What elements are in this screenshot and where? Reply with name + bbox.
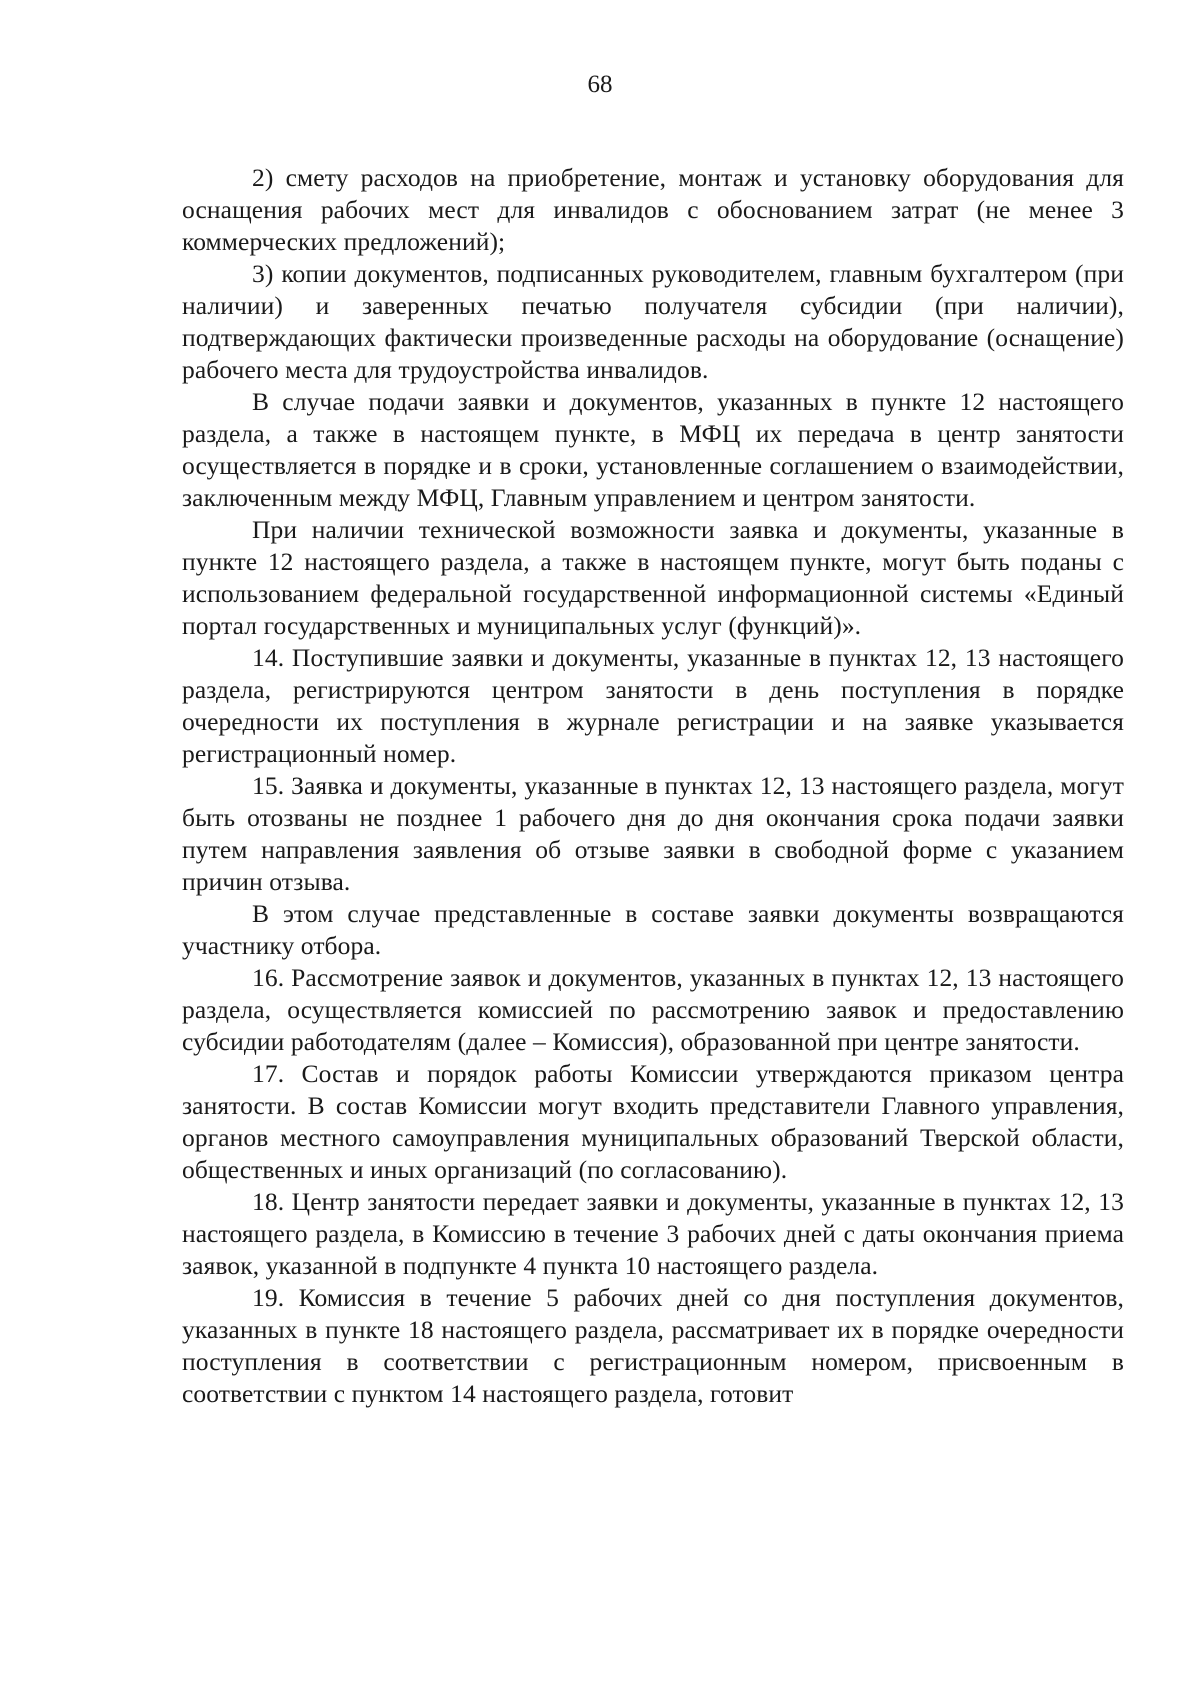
paragraph-15-return: В этом случае представленные в составе заявки документы возвращаются участнику отбора. xyxy=(182,899,1124,960)
paragraph-14: 14. Поступившие заявки и документы, указанные в пунктах 12, 13 настоящего раздела, регистрируются центром занятости в день поступления в порядке очередности их поступления в журнале регистрации и на заявке указывается регистрационный номер. xyxy=(182,643,1124,768)
paragraph-17: 17. Состав и порядок работы Комиссии утверждаются приказом центра занятости. В состав Комиссии могут входить представители Главного управления, органов местного самоуправления муниципальных образований Тверской области, общественных и иных организаций (по согласованию). xyxy=(182,1059,1124,1184)
paragraph-mfc-transfer: В случае подачи заявки и документов, указанных в пункте 12 настоящего раздела, а также в настоящем пункте, в МФЦ их передача в центр занятости осуществляется в порядке и в сроки, установленные соглашением о взаимодействии, заключенным между МФЦ, Главным управлением и центром занятости. xyxy=(182,387,1124,512)
paragraph-19: 19. Комиссия в течение 5 рабочих дней со дня поступления документов, указанных в пункте 18 настоящего раздела, рассматривает их в порядке очередности поступления в соответствии с регистрационным номером, присвоенным в соответствии с пунктом 14 настоящего раздела, готовит xyxy=(182,1283,1124,1408)
paragraph-epgu: При наличии технической возможности заявка и документы, указанные в пункте 12 настоящего раздела, а также в настоящем пункте, могут быть поданы с использованием федеральной государственной информационной системы «Единый портал государственных и муниципальных услуг (функций)». xyxy=(182,515,1124,640)
paragraph-15: 15. Заявка и документы, указанные в пунктах 12, 13 настоящего раздела, могут быть отозваны не позднее 1 рабочего дня до дня окончания срока подачи заявки путем направления заявления об отзыве заявки в свободной форме с указанием причин отзыва. xyxy=(182,771,1124,896)
paragraph-16: 16. Рассмотрение заявок и документов, указанных в пунктах 12, 13 настоящего раздела, осуществляется комиссией по рассмотрению заявок и предоставлению субсидии работодателям (далее – Комиссия), образованной при центре занятости. xyxy=(182,963,1124,1056)
page-number: 68 xyxy=(587,71,613,98)
paragraph-item-2: 2) смету расходов на приобретение, монтаж и установку оборудования для оснащения рабочих мест для инвалидов с обоснованием затрат (не менее 3 коммерческих предложений); xyxy=(182,163,1124,256)
document-body xyxy=(182,162,1124,1410)
paragraph-item-3: 3) копии документов, подписанных руководителем, главным бухгалтером (при наличии) и заверенных печатью получателя субсидии (при наличии), подтверждающих фактически произведенные расходы на оборудование (оснащение) рабочего места для трудоустройства инвалидов. xyxy=(182,259,1124,384)
paragraph-18: 18. Центр занятости передает заявки и документы, указанные в пунктах 12, 13 настоящего раздела, в Комиссию в течение 3 рабочих дней с даты окончания приема заявок, указанной в подпункте 4 пункта 10 настоящего раздела. xyxy=(182,1187,1124,1280)
